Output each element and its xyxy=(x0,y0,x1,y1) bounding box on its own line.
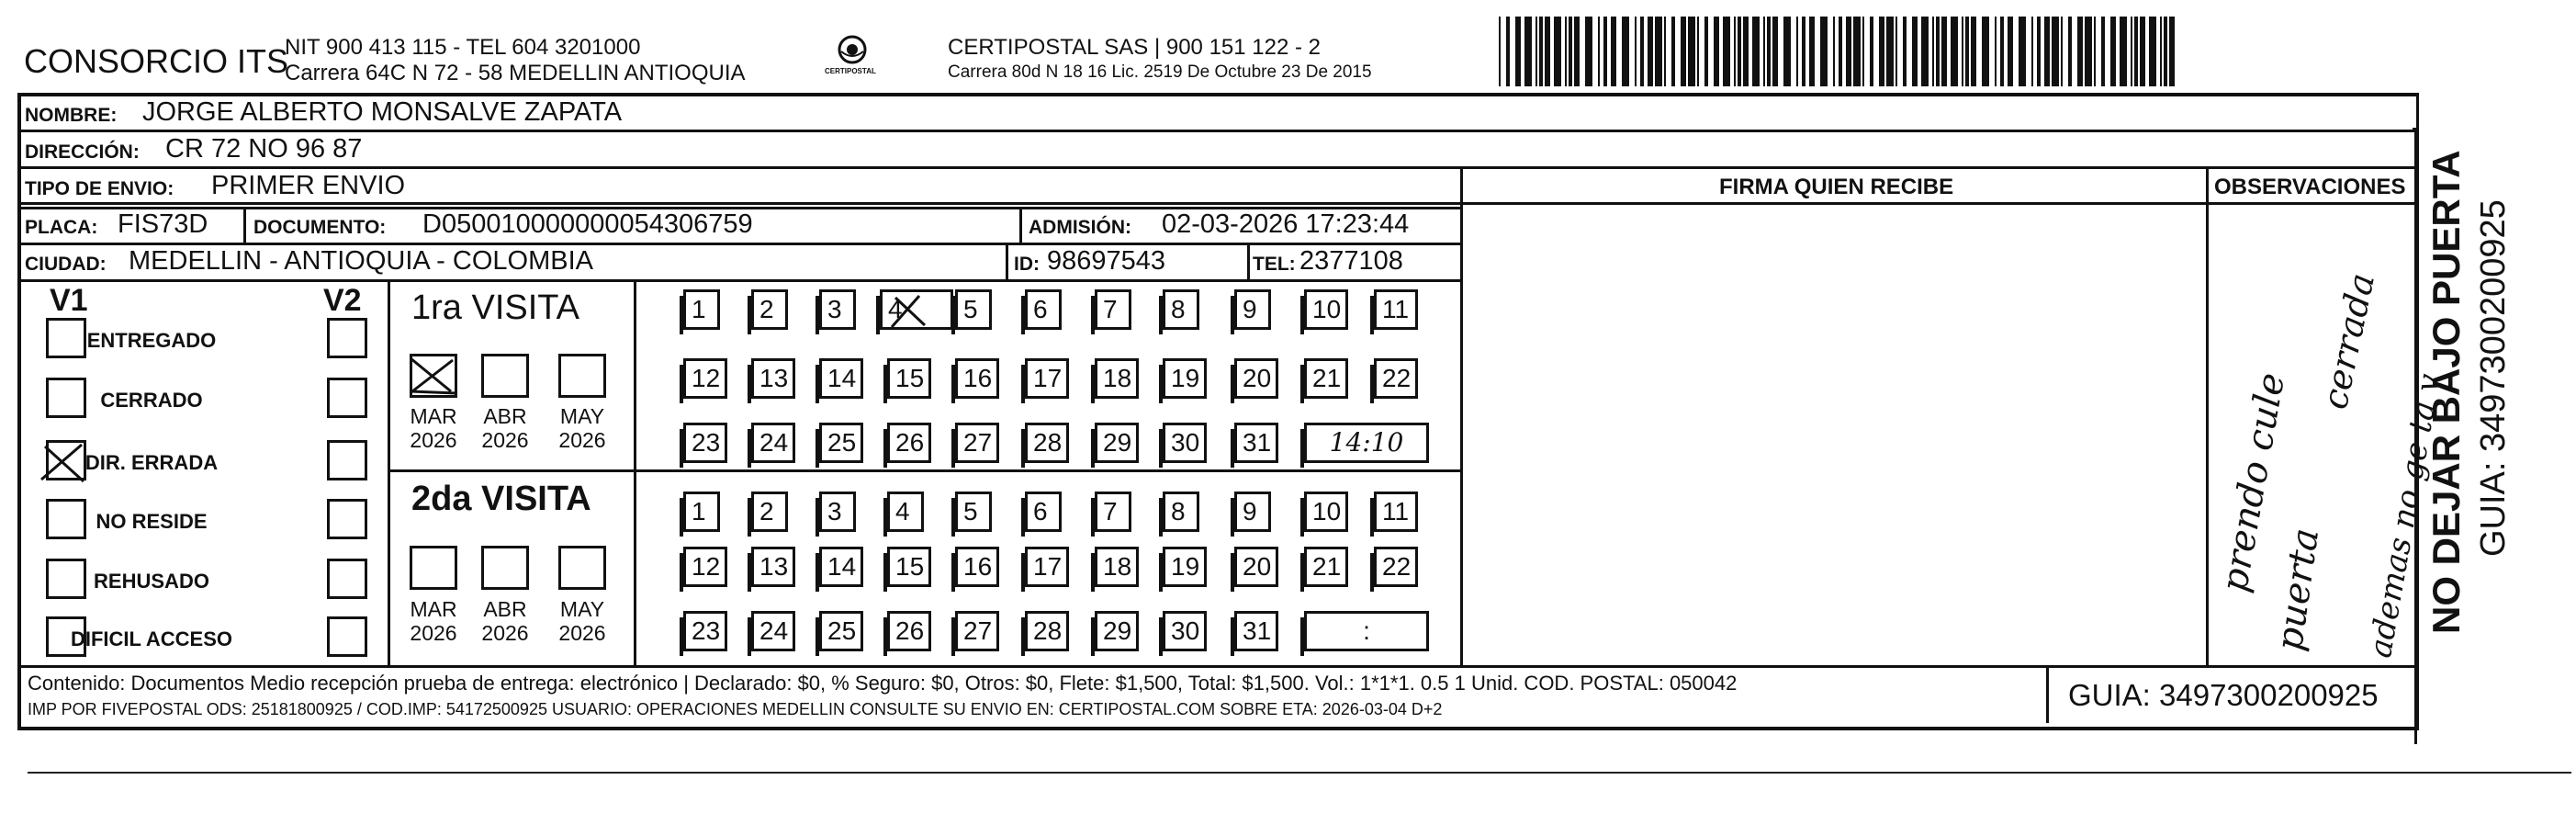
day-box[interactable]: 29 xyxy=(1095,611,1139,651)
observaciones-header: OBSERVACIONES xyxy=(2214,175,2406,199)
barcode-bar xyxy=(1995,17,1997,86)
barcode-bar xyxy=(1574,17,1580,86)
scan-edge xyxy=(28,772,2571,774)
day-box[interactable]: 8 xyxy=(1163,289,1199,330)
col-divider xyxy=(634,279,636,665)
col-divider xyxy=(388,279,390,665)
barcode-bar xyxy=(1802,17,1805,86)
col-divider xyxy=(1006,243,1008,280)
day-box[interactable]: 24 xyxy=(751,423,795,463)
barcode-bar xyxy=(2140,17,2145,86)
barcode-bar xyxy=(1772,17,1778,86)
certipostal-logo xyxy=(827,33,878,85)
day-box[interactable]: 22 xyxy=(1374,547,1418,587)
day-box[interactable]: 30 xyxy=(1163,611,1207,651)
day-box[interactable]: 8 xyxy=(1163,492,1199,532)
day-box[interactable]: 30 xyxy=(1163,423,1207,463)
day-box[interactable]: 28 xyxy=(1025,611,1069,651)
day-box[interactable]: 12 xyxy=(683,547,727,587)
barcode-bar xyxy=(2120,17,2127,86)
col-divider xyxy=(1460,167,1463,665)
barcode-bar xyxy=(1895,17,1897,86)
barcode-bar xyxy=(2164,17,2167,86)
day-box[interactable]: 2 xyxy=(751,289,788,330)
barcode-bar xyxy=(1767,17,1771,86)
day-box[interactable]: 12 xyxy=(683,358,727,399)
ciudad-value: MEDELLIN - ANTIOQUIA - COLOMBIA xyxy=(129,246,593,276)
day-box[interactable]: 5 xyxy=(955,492,992,532)
barcode-bar xyxy=(1846,17,1851,86)
barcode-bar xyxy=(2008,17,2013,86)
barcode-bar xyxy=(1723,17,1730,86)
barcode-bar xyxy=(1554,17,1561,86)
tel-value: 2377108 xyxy=(1299,246,1403,276)
day-box[interactable]: 4 xyxy=(887,492,924,532)
barcode-bar xyxy=(1962,17,1963,86)
day-box[interactable]: 23 xyxy=(683,611,727,651)
placa-value: FIS73D xyxy=(118,209,208,239)
guia-footer: GUIA: 3497300200925 xyxy=(2068,678,2379,712)
time-field[interactable]: : xyxy=(1304,611,1429,651)
month-label: MAY 2026 xyxy=(558,404,606,452)
v2-checkbox[interactable] xyxy=(327,616,367,657)
col-divider xyxy=(2046,665,2049,723)
time-field[interactable]: 14:10 xyxy=(1304,423,1429,463)
barcode-bar xyxy=(1603,17,1607,86)
day-box[interactable]: 31 xyxy=(1234,423,1278,463)
col-divider xyxy=(1019,207,1022,243)
barcode-bar xyxy=(2000,17,2004,86)
imp-text: IMP POR FIVEPOSTAL ODS: 25181800925 / COD.IMP: 54172500925 USUARIO: OPERACIONES MEDELLIN CONSULTE SU ENVIO EN: CERTIPOSTAL.COM SOBRE ETA: 2026-03-04 D+2 xyxy=(28,700,1443,718)
barcode-bar xyxy=(1499,17,1501,86)
day-box[interactable]: 7 xyxy=(1095,492,1131,532)
company-name: CONSORCIO ITS xyxy=(24,42,289,80)
direccion-label: DIRECCIÓN: xyxy=(25,141,140,163)
id-label: ID: xyxy=(1014,254,1040,275)
day-box[interactable]: 2 xyxy=(751,492,788,532)
day-box[interactable]: 26 xyxy=(887,423,931,463)
barcode-bar xyxy=(1565,17,1567,86)
day-box[interactable]: 13 xyxy=(751,358,795,399)
month-checkbox[interactable] xyxy=(558,354,606,398)
status-option-label: DIR. ERRADA xyxy=(84,451,219,474)
status-option-label: DIFICIL ACCESO xyxy=(70,627,232,650)
barcode-bar xyxy=(1809,17,1815,86)
v2-checkbox[interactable] xyxy=(327,559,367,599)
barcode-bar xyxy=(2052,17,2059,86)
carrier-address: Carrera 80d N 18 16 Lic. 2519 De Octubre 23 De 2015 xyxy=(948,62,1372,82)
status-option-label: ENTREGADO xyxy=(86,329,217,352)
barcode-bar xyxy=(2110,17,2116,86)
barcode-bar xyxy=(1688,17,1695,86)
tipo-envio-value: PRIMER ENVIO xyxy=(211,171,406,200)
day-box[interactable]: 20 xyxy=(1234,358,1278,399)
barcode-bar xyxy=(2044,17,2050,86)
month-label: ABR 2026 xyxy=(481,404,529,452)
day-box[interactable]: 16 xyxy=(955,547,999,587)
month-label: ABR 2026 xyxy=(481,597,529,645)
barcode-bar xyxy=(1664,17,1666,86)
barcode-bar xyxy=(1515,17,1521,86)
company-nit: NIT 900 413 115 - TEL 604 3201000 xyxy=(285,35,641,60)
row-divider xyxy=(19,279,1460,282)
barcode-bar xyxy=(1611,17,1616,86)
day-box[interactable]: 25 xyxy=(819,611,863,651)
barcode-bar xyxy=(1951,17,1958,86)
day-box[interactable]: 28 xyxy=(1025,423,1069,463)
barcode-bar xyxy=(1714,17,1719,86)
id-value: 98697543 xyxy=(1047,246,1166,276)
barcode-bar xyxy=(1524,17,1532,86)
barcode-bar xyxy=(1886,17,1894,86)
barcode-bar xyxy=(1734,17,1736,86)
nombre-value: JORGE ALBERTO MONSALVE ZAPATA xyxy=(142,97,623,127)
v2-checkbox[interactable] xyxy=(327,378,367,418)
barcode-bar xyxy=(1820,17,1828,86)
barcode-bar xyxy=(1862,17,1864,86)
barcode-bar xyxy=(1879,17,1884,86)
barcode-bar xyxy=(1912,17,1918,86)
day-box[interactable]: 27 xyxy=(955,423,999,463)
documento-label: DOCUMENTO: xyxy=(253,217,387,238)
day-box[interactable]: 7 xyxy=(1095,289,1131,330)
barcode-bar xyxy=(1598,17,1600,86)
barcode-bar xyxy=(1833,17,1835,86)
barcode-bar xyxy=(1853,17,1861,86)
barcode-bar xyxy=(1671,17,1675,86)
day-box[interactable]: 6 xyxy=(1025,492,1062,532)
day-box[interactable]: 1 xyxy=(683,289,720,330)
barcode-bar xyxy=(1681,17,1686,86)
barcode-bar xyxy=(2061,17,2063,86)
day-box[interactable]: 1 xyxy=(683,492,720,532)
day-box[interactable]: 3 xyxy=(819,289,856,330)
status-option-label: REHUSADO xyxy=(94,570,209,593)
month-checkbox[interactable] xyxy=(481,546,529,590)
barcode-bar xyxy=(1903,17,1907,86)
row-divider xyxy=(19,665,2414,668)
month-label: MAR 2026 xyxy=(410,597,457,645)
barcode-bar xyxy=(2134,17,2138,86)
day-box[interactable]: 13 xyxy=(751,547,795,587)
barcode-bar xyxy=(2131,17,2132,86)
barcode-bar xyxy=(2169,17,2175,86)
day-box[interactable]: 10 xyxy=(1304,492,1348,532)
guia-vertical: GUIA: 3497300200925 xyxy=(2474,199,2513,557)
month-label: MAR 2026 xyxy=(410,404,457,452)
day-box[interactable]: 3 xyxy=(819,492,856,532)
barcode-bar xyxy=(2077,17,2083,86)
day-box[interactable]: 21 xyxy=(1304,547,1348,587)
day-box[interactable]: 25 xyxy=(819,423,863,463)
barcode-bar xyxy=(1796,17,1798,86)
day-box[interactable]: 15 xyxy=(887,358,931,399)
day-box[interactable]: 11 xyxy=(1374,289,1418,330)
visit-1-title: 1ra VISITA xyxy=(411,288,580,327)
barcode-bar xyxy=(1839,17,1842,86)
day-box[interactable]: 10 xyxy=(1304,289,1348,330)
day-box[interactable]: 14 xyxy=(819,358,863,399)
direccion-value: CR 72 NO 96 87 xyxy=(165,134,363,164)
barcode-bar xyxy=(1655,17,1662,86)
day-box[interactable]: 21 xyxy=(1304,358,1348,399)
barcode xyxy=(1499,17,2182,86)
day-box[interactable]: 20 xyxy=(1234,547,1278,587)
status-option-label: CERRADO xyxy=(100,389,203,412)
v2-checkbox[interactable] xyxy=(327,318,367,358)
barcode-bar xyxy=(1585,17,1592,86)
barcode-bar xyxy=(2031,17,2033,86)
col-divider xyxy=(1247,243,1250,280)
col-divider xyxy=(2206,167,2209,665)
barcode-bar xyxy=(1539,17,1543,86)
day-box[interactable]: 17 xyxy=(1025,547,1069,587)
barcode-bar xyxy=(1743,17,1749,86)
month-checkbox[interactable] xyxy=(410,354,457,398)
barcode-bar xyxy=(1648,17,1653,86)
day-box[interactable]: 14 xyxy=(819,547,863,587)
documento-value: D050010000000054306759 xyxy=(422,209,753,239)
col-divider xyxy=(243,207,246,243)
row-divider xyxy=(19,130,2414,132)
handwritten-note: puerta xyxy=(2268,526,2328,654)
barcode-bar xyxy=(1752,17,1760,86)
handwritten-note: prendo cule xyxy=(2213,369,2294,595)
day-box[interactable]: 15 xyxy=(887,547,931,587)
admision-value: 02-03-2026 17:23:44 xyxy=(1162,209,1410,239)
day-box[interactable]: 22 xyxy=(1374,358,1418,399)
day-box[interactable]: 19 xyxy=(1163,358,1207,399)
barcode-bar xyxy=(1704,17,1708,86)
day-box[interactable]: 18 xyxy=(1095,547,1139,587)
barcode-bar xyxy=(1535,17,1537,86)
logo-text: CERTIPOSTAL xyxy=(825,67,876,75)
barcode-bar xyxy=(2160,17,2162,86)
barcode-bar xyxy=(2037,17,2041,86)
day-box[interactable]: 9 xyxy=(1234,492,1271,532)
v2-checkbox[interactable] xyxy=(327,440,367,480)
nombre-label: NOMBRE: xyxy=(25,105,118,126)
barcode-bar xyxy=(1921,17,1929,86)
v2-header: V2 xyxy=(323,283,362,318)
day-box[interactable]: 6 xyxy=(1025,289,1062,330)
barcode-bar xyxy=(1738,17,1741,86)
firma-header: FIRMA QUIEN RECIBE xyxy=(1719,175,1954,199)
handwritten-note: ademas no ge ta v xyxy=(2362,371,2448,661)
barcode-bar xyxy=(1635,17,1637,86)
visit-divider xyxy=(388,469,1460,472)
barcode-bar xyxy=(2085,17,2092,86)
day-box[interactable]: 26 xyxy=(887,611,931,651)
row-divider xyxy=(19,243,1460,245)
day-box[interactable]: 17 xyxy=(1025,358,1069,399)
handwritten-note: cerrada xyxy=(2314,269,2383,413)
carrier-name: CERTIPOSTAL SAS | 900 151 122 - 2 xyxy=(948,35,1321,60)
barcode-bar xyxy=(1697,17,1699,86)
placa-label: PLACA: xyxy=(25,217,98,238)
barcode-bar xyxy=(1965,17,1969,86)
barcode-bar xyxy=(1870,17,1873,86)
barcode-bar xyxy=(1982,17,1989,86)
visit-2-title: 2da VISITA xyxy=(411,480,591,518)
barcode-bar xyxy=(1545,17,1550,86)
day-box[interactable]: 23 xyxy=(683,423,727,463)
day-box[interactable]: 19 xyxy=(1163,547,1207,587)
admision-label: ADMISIÓN: xyxy=(1029,217,1131,238)
month-label: MAY 2026 xyxy=(558,597,606,645)
barcode-bar xyxy=(2094,17,2096,86)
month-checkbox[interactable] xyxy=(558,546,606,590)
contenido-text: Contenido: Documentos Medio recepción prueba de entrega: electrónico | Declarado: $0, % Seguro: $0, Otros: $0, Flete: $1,500, Total: $1,500. Vol.: 1*1*1. 0.5 1 Unid. COD. POSTAL: 050042 xyxy=(28,672,1738,695)
day-box[interactable]: 18 xyxy=(1095,358,1139,399)
v1-header: V1 xyxy=(50,283,88,318)
barcode-bar xyxy=(1763,17,1765,86)
barcode-bar xyxy=(1932,17,1934,86)
day-box[interactable]: 9 xyxy=(1234,289,1271,330)
barcode-bar xyxy=(2019,17,2026,86)
day-box[interactable]: 31 xyxy=(1234,611,1278,651)
barcode-bar xyxy=(1506,17,1510,86)
barcode-bar xyxy=(1569,17,1572,86)
barcode-bar xyxy=(1640,17,1644,86)
ciudad-label: CIUDAD: xyxy=(25,254,107,275)
barcode-bar xyxy=(1936,17,1940,86)
row-divider xyxy=(19,166,2414,169)
tipo-envio-label: TIPO DE ENVIO: xyxy=(25,178,174,199)
day-box[interactable]: 29 xyxy=(1095,423,1139,463)
barcode-bar xyxy=(1971,17,1976,86)
row-divider xyxy=(19,202,2414,205)
day-box[interactable]: 11 xyxy=(1374,492,1418,532)
month-checkbox[interactable] xyxy=(481,354,529,398)
day-box[interactable]: 27 xyxy=(955,611,999,651)
no-dejar-warning: NO DEJAR BAJO PUERTA xyxy=(2424,150,2468,634)
barcode-bar xyxy=(2149,17,2156,86)
barcode-bar xyxy=(2068,17,2072,86)
v2-checkbox[interactable] xyxy=(327,499,367,539)
day-box[interactable]: 16 xyxy=(955,358,999,399)
day-box[interactable]: 24 xyxy=(751,611,795,651)
status-option-label: NO RESIDE xyxy=(96,510,208,533)
company-address: Carrera 64C N 72 - 58 MEDELLIN ANTIOQUIA xyxy=(285,61,746,85)
barcode-bar xyxy=(1783,17,1791,86)
tel-label: TEL: xyxy=(1253,254,1296,275)
barcode-bar xyxy=(1941,17,1947,86)
day-box[interactable]: 5 xyxy=(955,289,992,330)
day-box[interactable]: 4 xyxy=(880,289,953,330)
barcode-bar xyxy=(2101,17,2105,86)
barcode-bar xyxy=(1622,17,1629,86)
month-checkbox[interactable] xyxy=(410,546,457,590)
